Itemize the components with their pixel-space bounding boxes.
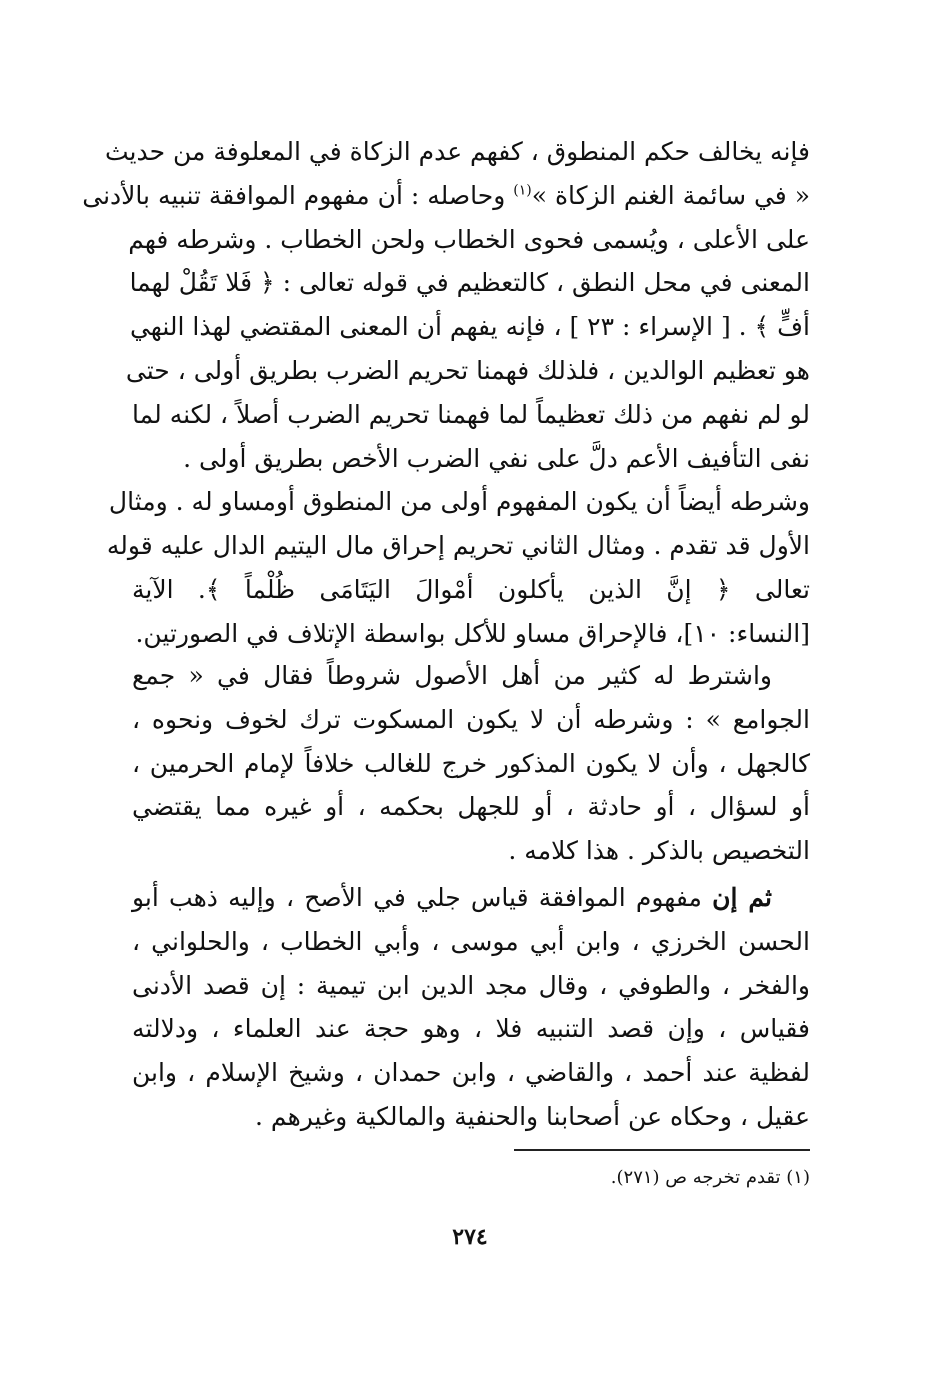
- text-line: الجوامع » : وشرطه أن لا يكون المسكوت ترك لخوف ونحوه ،: [132, 704, 810, 734]
- paragraph-1: [82, 130, 810, 656]
- text-line: فإنه يخالف حكم المنطوق ، كفهم عدم الزكاة في المعلوفة من حديث: [104, 137, 810, 166]
- text-line: [82, 174, 810, 218]
- text-line: نفى التأفيف الأعم دلَّ على نفي الضرب الأخص بطريق أولى .: [183, 443, 810, 473]
- quoted-hadith: « في سائمة الغنم الزكاة »: [531, 180, 810, 210]
- text-line: المعنى في محل النطق ، كالتعظيم في قوله تعالى : ﴿ فَلا تَقُلْ لهما: [129, 268, 810, 298]
- text-segment: وحاصله : أن مفهوم الموافقة تنبيه بالأدنى: [82, 180, 506, 210]
- paragraph-2: [132, 654, 810, 873]
- text-line: واشترط له كثير من أهل الأصول شروطاً فقال في « جمع: [132, 661, 772, 690]
- text-line: كالجهل ، وأن لا يكون المذكور خرج للغالب خلافاً لإمام الحرمين ،: [132, 748, 810, 778]
- text-line: على الأعلى ، ويُسمى فحوى الخطاب ولحن الخطاب . وشرطه فهم: [128, 224, 810, 254]
- text-line: عقيل ، وحكاه عن أصحابنا والحنفية والمالكية وغيرهم .: [255, 1101, 810, 1131]
- text-line: [132, 876, 810, 920]
- text-line: تعالى ﴿ إنَّ الذين يأكلون أمْوالَ اليَتَامَى ظُلْماً ﴾. الآية: [132, 574, 810, 604]
- text-line: الأول قد تقدم . ومثال الثاني تحريم إحراق مال اليتيم الدال عليه قوله: [106, 531, 810, 561]
- text-line: أفٍّ ﴾ . [ الإسراء : ٢٣ ] ، فإنه يفهم أن المعنى المقتضي لهذا النهي: [129, 312, 810, 342]
- text-line: وشرطه أيضاً أن يكون المفهوم أولى من المنطوق أومساو له . ومثال: [108, 487, 810, 517]
- text-line: التخصيص بالذكر . هذا كلامه .: [508, 836, 810, 866]
- text-segment: مفهوم الموافقة قياس جلي في الأصح ، وإليه ذهب أبو: [132, 883, 702, 912]
- page-number: ٢٧٤: [452, 1224, 488, 1250]
- text-line: والفخر ، والطوفي ، وقال مجد الدين ابن تيمية : إن قصد الأدنى: [132, 970, 810, 1000]
- text-line: لفظية عند أحمد ، والقاضي ، وابن حمدان ، وشيخ الإسلام ، وابن: [132, 1058, 810, 1088]
- text-line: أو لسؤال ، أو حادثة ، أو للجهل بحكمه ، أو غيره مما يقتضي: [132, 792, 810, 822]
- footnote-divider: [514, 1149, 810, 1151]
- paragraph-3: [132, 876, 810, 1139]
- text-line: لو لم نفهم من ذلك تعظيماً لما فهمنا تحريم الضرب أصلاً ، لكنه لما: [132, 399, 810, 429]
- footnote-marker: (١): [513, 182, 532, 199]
- footnote: (١) تقدم تخرجه ص (٢٧١).: [610, 1167, 810, 1188]
- text-line: الحسن الخرزي ، وابن أبي موسى ، وأبي الخطاب ، والحلواني ،: [132, 926, 810, 956]
- paragraph-lead: ثم إن: [712, 883, 773, 912]
- text-line: [النساء: ١٠]، فالإحراق مساو للأكل بواسطة الإتلاف في الصورتين.: [135, 618, 810, 648]
- text-line: فقياس ، وإن قصد التنبيه فلا ، وهو حجة عند العلماء ، ودلالته: [132, 1014, 810, 1044]
- text-line: هو تعظيم الوالدين ، فلذلك فهمنا تحريم الضرب بطريق أولى ، حتى: [125, 355, 810, 385]
